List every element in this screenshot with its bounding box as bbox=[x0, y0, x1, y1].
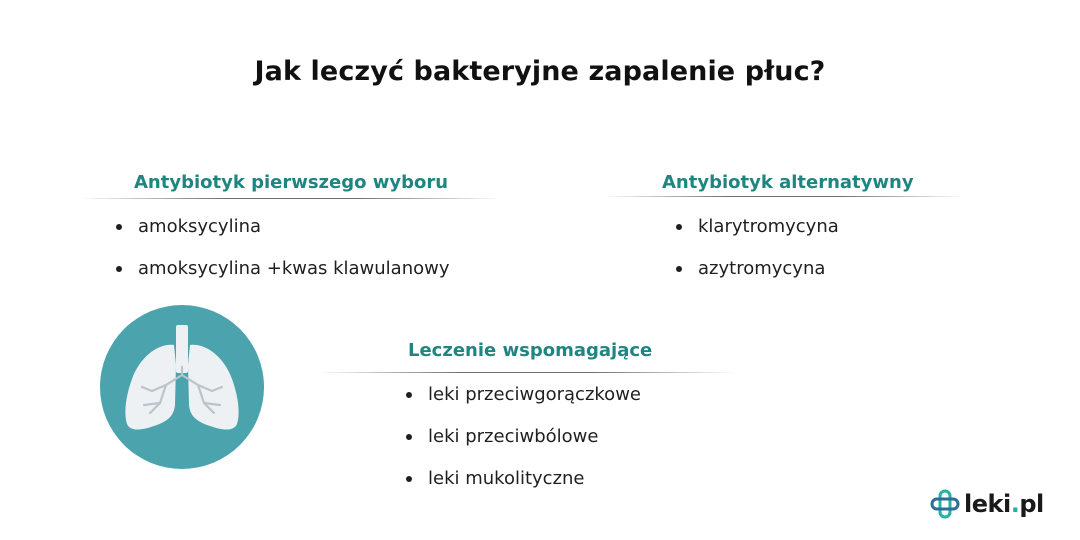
section-divider bbox=[78, 198, 502, 199]
list-item bbox=[116, 258, 450, 300]
list-item bbox=[676, 258, 839, 300]
bullet-icon bbox=[116, 224, 122, 230]
list-item-label: leki mukolityczne bbox=[428, 468, 585, 489]
bullet-icon bbox=[406, 476, 412, 482]
section-first-choice bbox=[78, 172, 508, 292]
list-item bbox=[406, 426, 641, 468]
bullet-list-first-choice bbox=[116, 216, 450, 300]
brand-dot: . bbox=[1010, 490, 1020, 518]
section-heading-supportive: Leczenie wspomagające bbox=[408, 340, 653, 361]
list-item-label: klarytromycyna bbox=[698, 216, 839, 237]
list-item bbox=[406, 384, 641, 426]
brand-tld: pl bbox=[1019, 490, 1044, 518]
trachea-shape bbox=[176, 325, 188, 373]
bullet-icon bbox=[406, 434, 412, 440]
section-divider bbox=[604, 196, 964, 197]
brand-logo bbox=[930, 488, 1044, 520]
lungs-icon bbox=[100, 305, 264, 469]
section-alternative bbox=[604, 172, 974, 292]
section-heading-first-choice: Antybiotyk pierwszego wyboru bbox=[134, 172, 449, 193]
list-item-label: leki przeciwgorączkowe bbox=[428, 384, 641, 405]
bullet-icon bbox=[676, 266, 682, 272]
page-title: Jak leczyć bakteryjne zapalenie płuc? bbox=[254, 56, 826, 87]
brand-name-main: leki bbox=[964, 490, 1011, 518]
bullet-list-alternative bbox=[676, 216, 839, 300]
list-item-label: amoksycylina +kwas klawulanowy bbox=[138, 258, 450, 279]
bullet-icon bbox=[406, 392, 412, 398]
list-item-label: azytromycyna bbox=[698, 258, 826, 279]
leki-cross-icon bbox=[930, 489, 960, 519]
brand-name bbox=[964, 490, 1044, 518]
list-item bbox=[676, 216, 839, 258]
list-item bbox=[116, 216, 450, 258]
section-heading-alternative: Antybiotyk alternatywny bbox=[662, 172, 914, 193]
list-item-label: amoksycylina bbox=[138, 216, 262, 237]
bullet-list-supportive bbox=[406, 384, 641, 510]
section-divider bbox=[316, 372, 736, 373]
list-item-label: leki przeciwbólowe bbox=[428, 426, 599, 447]
bullet-icon bbox=[116, 266, 122, 272]
list-item bbox=[406, 468, 641, 510]
section-supportive bbox=[316, 340, 746, 500]
bullet-icon bbox=[676, 224, 682, 230]
